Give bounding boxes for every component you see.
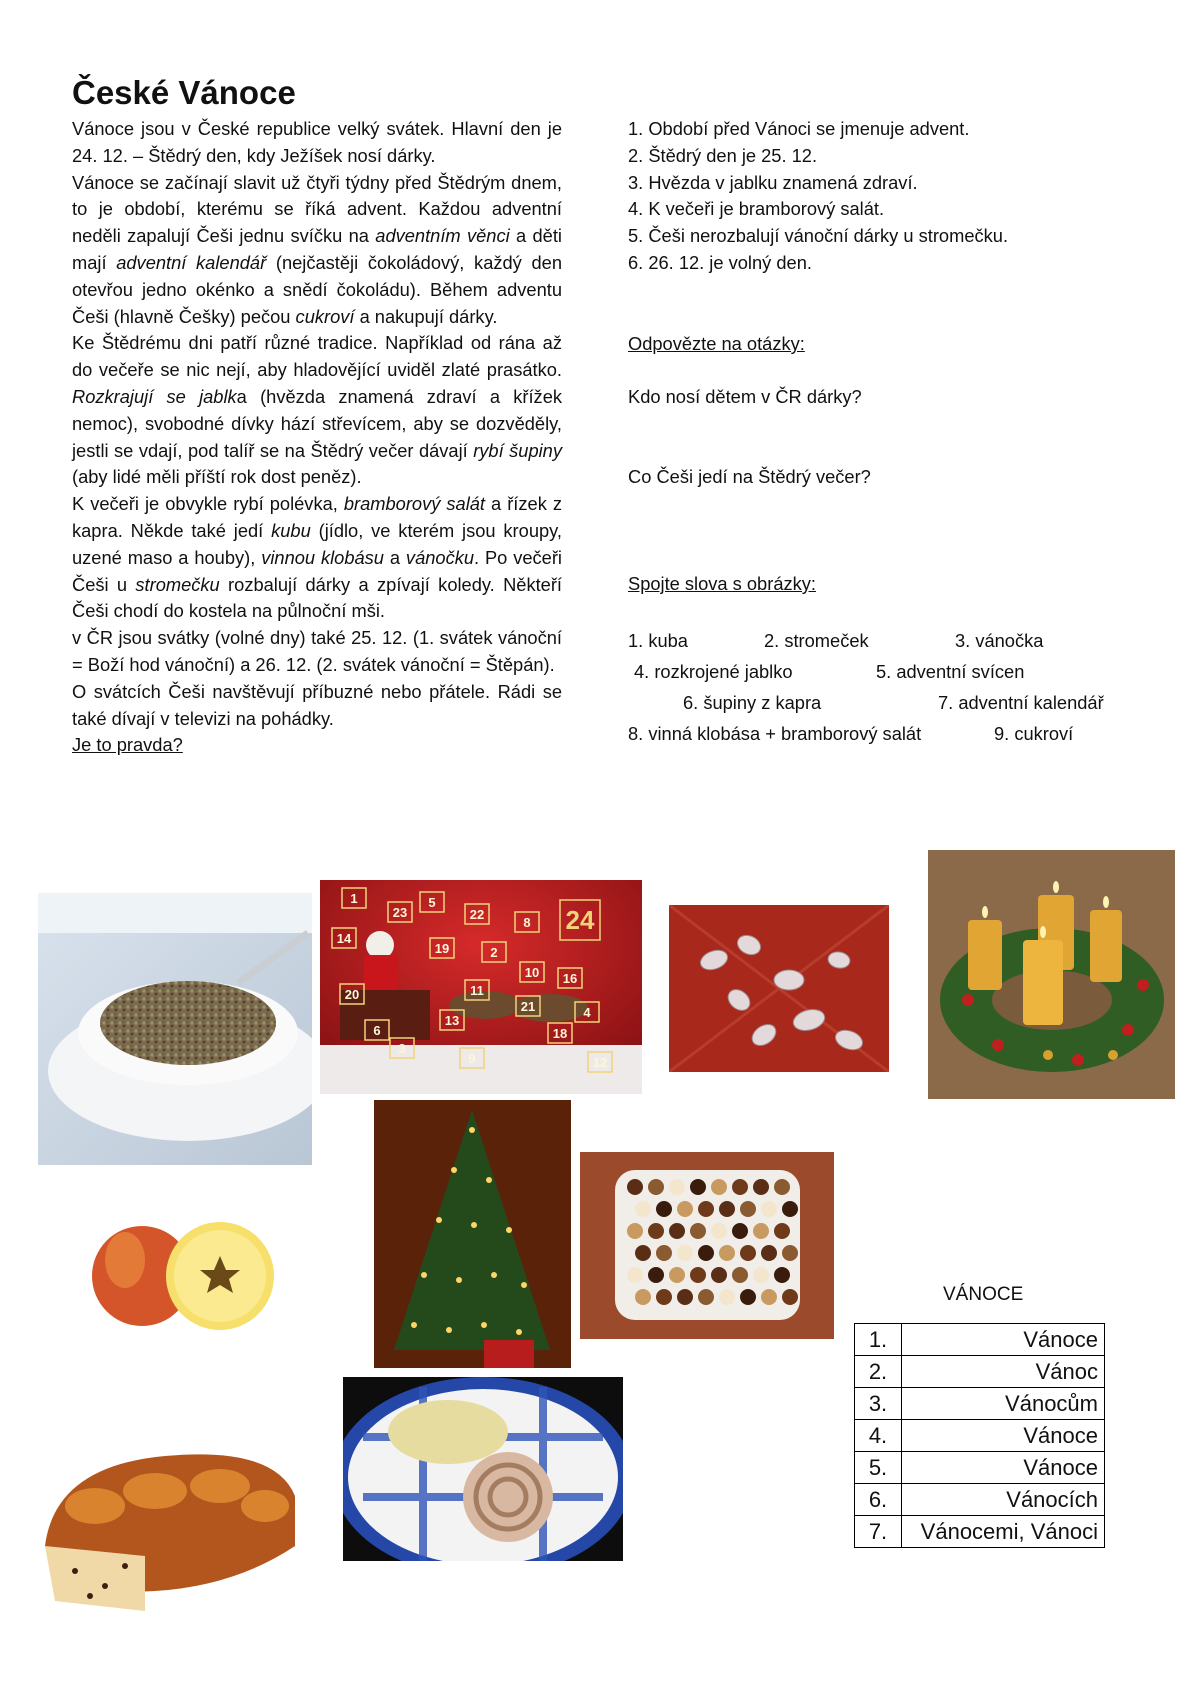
text-paragraph — [72, 170, 562, 331]
calendar-door-number: 13 — [444, 1013, 460, 1028]
cookie — [627, 1223, 643, 1239]
statement: 6. 26. 12. je volný den. — [628, 251, 812, 273]
case-number: 1. — [855, 1324, 902, 1356]
italic-term: kubu — [271, 519, 311, 541]
advent-wreath-photo — [928, 850, 1175, 1099]
text-run: v ČR jsou svátky (volné dny) také 25. 12. (1. svátek vánoční = Boží hod vánoční) a 26. 12. (2. svátek vánoční = Štěpán). — [72, 627, 562, 675]
text-run: a nakupují dárky. — [354, 305, 498, 327]
statement: 3. Hvězda v jablku znamená zdraví. — [628, 171, 918, 193]
cookie — [635, 1245, 651, 1261]
case-number: 4. — [855, 1420, 902, 1452]
cookie — [732, 1179, 748, 1195]
main-text — [72, 116, 562, 759]
cookie — [761, 1245, 777, 1261]
calendar-door-number: 21 — [520, 999, 536, 1014]
italic-term: vánočku — [405, 546, 475, 568]
text-run: a — [383, 546, 406, 568]
page-title: České Vánoce — [72, 74, 296, 111]
statement: 5. Češi nerozbalují vánoční dárky u stromečku. — [628, 225, 1009, 247]
calendar-door-number: 4 — [583, 1005, 591, 1020]
statement: 1. Období před Vánoci se jmenuje advent. — [628, 118, 970, 139]
calendar-door-number: 18 — [552, 1026, 568, 1041]
italic-term: vinnou klobásu — [261, 546, 384, 568]
question-2: Co Češi jedí na Štědrý večer? — [628, 466, 871, 487]
statement: 4. K večeři je bramborový salát. — [628, 198, 885, 220]
cookie — [753, 1223, 769, 1239]
sausage-salad-photo — [343, 1377, 623, 1561]
case-form: Vánoce — [902, 1420, 1105, 1452]
declension-title: VÁNOCE — [943, 1284, 1024, 1305]
text-run: a (hvězda znamená zdraví a křížek nemoc), svobodné dívky hází střevícem, aby se dozvěděly, jestli se vdají, pod talíř se na Štědrý večer dávají — [72, 385, 562, 461]
text-run: (nejčastěji čokoládový, každý den otevřou jedno okénko a snědí čokoládu). Během adventu Češi (hlavně Češky) pečou — [72, 251, 562, 327]
match-word: 9. cukroví — [994, 723, 1074, 744]
case-number: 2. — [855, 1356, 902, 1388]
cookie — [698, 1289, 714, 1305]
cookie — [711, 1223, 727, 1239]
cookie — [753, 1267, 769, 1283]
calendar-door-number: 16 — [562, 971, 578, 986]
calendar-door-number: 8 — [523, 915, 531, 930]
italic-term: stromečku — [135, 573, 220, 595]
cookie — [774, 1179, 790, 1195]
calendar-door-number: 11 — [470, 983, 484, 998]
case-form: Vánoce — [902, 1324, 1105, 1356]
calendar-door-number: 14 — [336, 931, 352, 946]
declension-table — [854, 1323, 1105, 1548]
match-heading: Spojte slova s obrázky: — [628, 573, 816, 594]
match-words — [628, 630, 1148, 754]
cookie — [635, 1289, 651, 1305]
calendar-door-number: 6 — [373, 1023, 381, 1038]
cookie — [698, 1201, 714, 1217]
text-run: rozbalují dárky a zpívají koledy. Někteří Češi chodí do kostela na půlnoční mši. — [72, 573, 562, 622]
calendar-door-number: 2 — [490, 945, 498, 960]
cookie — [732, 1223, 748, 1239]
cookie — [761, 1201, 777, 1217]
match-word: 7. adventní kalendář — [938, 692, 1104, 713]
table-row — [855, 1324, 1105, 1356]
table-row — [855, 1420, 1105, 1452]
cookie — [669, 1179, 685, 1195]
cookie — [782, 1201, 798, 1217]
text-run: (aby lidé měli příští rok dost peněz). — [72, 466, 362, 488]
calendar-door-number: 20 — [344, 987, 360, 1002]
cookie — [677, 1201, 693, 1217]
calendar-door-number: 10 — [524, 965, 540, 980]
vanocka-photo — [35, 1406, 302, 1614]
cookie — [711, 1267, 727, 1283]
match-word: 4. rozkrojené jablko — [634, 661, 793, 682]
match-word: 2. stromeček — [764, 630, 869, 651]
cookie — [719, 1245, 735, 1261]
cookie — [656, 1289, 672, 1305]
cookies-photo — [580, 1152, 834, 1339]
case-form: Vánoc — [902, 1356, 1105, 1388]
case-number: 5. — [855, 1452, 902, 1484]
cookie — [690, 1267, 706, 1283]
case-form: Vánoce — [902, 1452, 1105, 1484]
cut-apple-photo — [80, 1210, 280, 1338]
italic-term: adventním věnci — [375, 225, 510, 247]
text-run: Ke Štědrému dni patří různé tradice. Například od rána až do večeře se nic nejí, aby hladovějící uviděl zlaté prasátko. — [72, 332, 562, 381]
cookie — [627, 1179, 643, 1195]
cookie — [656, 1245, 672, 1261]
text-run: O svátcích Češi navštěvují příbuzné nebo přátele. Rádi se také dívají v televizi na pohádky. — [72, 680, 562, 729]
cookie — [732, 1267, 748, 1283]
true-false-statements — [628, 116, 1148, 277]
cookie — [753, 1179, 769, 1195]
text-run: . Po večeři Češi u — [72, 546, 562, 595]
cookie — [740, 1289, 756, 1305]
case-form: Vánocům — [902, 1388, 1105, 1420]
italic-term: adventní kalendář — [116, 251, 267, 273]
cookie — [635, 1201, 651, 1217]
kuba-photo — [38, 893, 312, 1165]
statement: 2. Štědrý den je 25. 12. — [628, 144, 818, 166]
calendar-door-number: 24 — [565, 905, 595, 935]
questions-heading: Odpovězte na otázky: — [628, 333, 805, 354]
case-number: 7. — [855, 1516, 902, 1548]
text-paragraph — [72, 625, 562, 679]
text-paragraph — [72, 491, 562, 625]
cookie — [648, 1267, 664, 1283]
italic-term: Rozkrajují se jablk — [72, 385, 237, 407]
table-row — [855, 1356, 1105, 1388]
cookie — [719, 1289, 735, 1305]
text-paragraph — [72, 116, 562, 170]
cookie — [656, 1201, 672, 1217]
match-word: 5. adventní svícen — [876, 661, 1025, 682]
text-run: Vánoce jsou v České republice velký svátek. Hlavní den je 24. 12. – Štědrý den, kdy Ježíšek nosí dárky. — [72, 118, 562, 166]
match-word: 6. šupiny z kapra — [683, 692, 822, 713]
text-run: a děti mají — [72, 225, 562, 273]
calendar-door-number: 19 — [434, 941, 450, 956]
calendar-door-number: 22 — [469, 907, 485, 922]
text-run: Vánoce se začínají slavit už čtyři týdny před Štědrým dnem, to je období, kterému se říká advent. Každou adventní neděli zapalují Češi jednu svíčku na — [72, 171, 562, 247]
cookie — [677, 1289, 693, 1305]
cookie — [740, 1201, 756, 1217]
case-number: 3. — [855, 1388, 902, 1420]
cookie — [782, 1289, 798, 1305]
italic-term: rybí šupiny — [473, 439, 562, 461]
cookie — [740, 1245, 756, 1261]
cookie — [774, 1223, 790, 1239]
cookie — [782, 1245, 798, 1261]
cookie — [698, 1245, 714, 1261]
case-form: Vánocemi, Vánoci — [902, 1516, 1105, 1548]
table-row — [855, 1516, 1105, 1548]
calendar-door-number: 23 — [392, 905, 408, 920]
truth-heading: Je to pravda? — [72, 734, 183, 756]
text-paragraph — [72, 330, 562, 491]
match-word: 3. vánočka — [955, 630, 1044, 651]
cookie — [669, 1223, 685, 1239]
cookie — [648, 1223, 664, 1239]
match-word: 8. vinná klobása + bramborový salát — [628, 723, 922, 744]
calendar-door-number: 3 — [398, 1041, 406, 1056]
text-paragraph — [72, 679, 562, 733]
cookie — [761, 1289, 777, 1305]
italic-term: cukroví — [295, 305, 355, 327]
calendar-door-number: 12 — [592, 1055, 608, 1070]
calendar-door-number: 9 — [468, 1051, 476, 1066]
table-row — [855, 1388, 1105, 1420]
match-word: 1. kuba — [628, 630, 688, 651]
advent-calendar-photo — [320, 880, 642, 1094]
case-form: Vánocích — [902, 1484, 1105, 1516]
table-row — [855, 1484, 1105, 1516]
cookie — [690, 1223, 706, 1239]
cookie — [648, 1179, 664, 1195]
case-number: 6. — [855, 1484, 902, 1516]
calendar-door-number: 5 — [428, 895, 436, 910]
text-run: (jídlo, ve kterém jsou kroupy, uzené maso a houby), — [72, 519, 563, 568]
calendar-door-number: 1 — [350, 891, 358, 906]
cookie — [677, 1245, 693, 1261]
question-1: Kdo nosí dětem v ČR dárky? — [628, 386, 862, 407]
text-run: K večeři je obvykle rybí polévka, — [72, 493, 344, 515]
carp-scales-photo — [669, 905, 889, 1072]
cookie — [690, 1179, 706, 1195]
cookie — [774, 1267, 790, 1283]
text-run: a řízek z kapra. Někde také jedí — [72, 493, 562, 541]
cookie — [719, 1201, 735, 1217]
text-paragraphs — [72, 116, 562, 732]
cookie — [711, 1179, 727, 1195]
cookie — [669, 1267, 685, 1283]
christmas-tree-photo — [374, 1100, 571, 1368]
italic-term: bramborový salát — [343, 493, 486, 515]
table-row — [855, 1452, 1105, 1484]
cookie — [627, 1267, 643, 1283]
